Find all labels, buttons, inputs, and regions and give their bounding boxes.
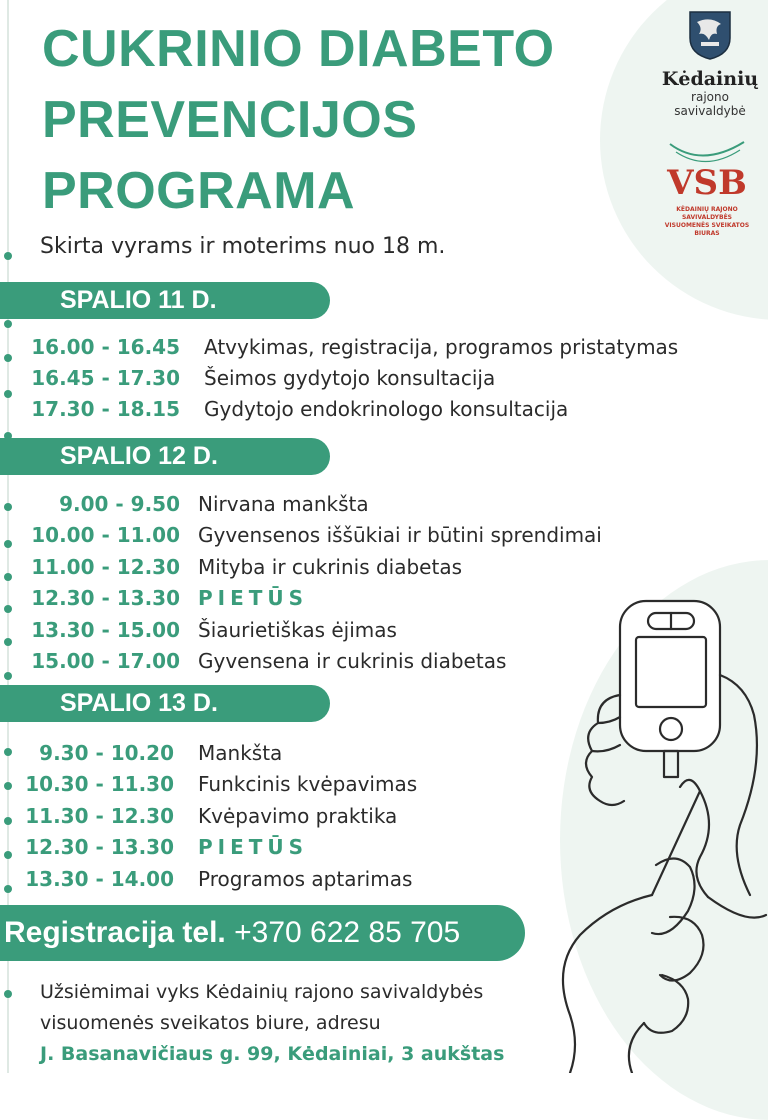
vsb-letters: VSB xyxy=(667,163,747,202)
schedule-activity: Šiaurietiškas ėjimas xyxy=(198,618,397,642)
schedule-row xyxy=(0,552,180,582)
title-line: PREVENCIJOS xyxy=(42,91,418,149)
schedule-time: 9.00 - 9.50 xyxy=(59,492,180,516)
schedule-time: 17.30 - 18.15 xyxy=(31,397,180,421)
municipality-name: Kėdainių xyxy=(661,68,759,90)
schedule-time: 16.45 - 17.30 xyxy=(31,366,180,390)
municipality-sub: rajono savivaldybė xyxy=(674,90,746,118)
glucometer-hand-illustration xyxy=(540,595,768,1073)
schedule-row xyxy=(0,394,180,424)
schedule-activity: Funkcinis kvėpavimas xyxy=(198,772,418,796)
schedule-time: 16.00 - 16.45 xyxy=(31,335,180,359)
page-title xyxy=(42,14,555,227)
schedule-row xyxy=(0,615,180,645)
subtitle: Skirta vyrams ir moterims nuo 18 m. xyxy=(40,234,446,259)
schedule-row xyxy=(0,832,174,862)
timeline-dot xyxy=(4,320,12,328)
schedule-activity: Gyvensena ir cukrinis diabetas xyxy=(198,649,507,673)
footer-line: visuomenės sveikatos biure, adresu xyxy=(40,1012,381,1034)
registration-label: Registracija tel. xyxy=(4,916,226,949)
vsb-logo xyxy=(652,138,762,238)
schedule-time: 15.00 - 17.00 xyxy=(31,649,180,673)
schedule-time: 12.30 - 13.30 xyxy=(25,835,174,859)
schedule-row xyxy=(0,864,174,894)
title-line: CUKRINIO DIABETO xyxy=(42,20,555,78)
schedule-activity: Gydytojo endokrinologo konsultacija xyxy=(204,397,569,421)
schedule-activity: Programos aptarimas xyxy=(198,867,413,891)
schedule-activity: Gyvensenos iššūkiai ir būtini sprendimai xyxy=(198,523,602,547)
schedule-activity: Mityba ir cukrinis diabetas xyxy=(198,555,463,579)
coat-of-arms-icon xyxy=(687,10,733,60)
footer-line: Užsiėmimai vyks Kėdainių rajono savivaldybės xyxy=(40,981,484,1003)
footer-info xyxy=(40,977,504,1070)
vsb-caption: VISUOMENĖS SVEIKATOS BIURAS xyxy=(664,222,750,237)
schedule-time: 13.30 - 14.00 xyxy=(25,867,174,891)
registration-phone[interactable]: +370 622 85 705 xyxy=(234,916,461,949)
schedule-row xyxy=(0,738,174,768)
schedule-row xyxy=(0,332,180,362)
registration-banner xyxy=(0,905,525,961)
schedule-row xyxy=(0,801,174,831)
schedule-row xyxy=(0,489,180,519)
day-header-2: SPALIO 12 D. xyxy=(0,438,330,475)
municipality-logo xyxy=(660,10,760,118)
schedule-activity: Kvėpavimo praktika xyxy=(198,804,398,828)
schedule-time: 11.30 - 12.30 xyxy=(25,804,174,828)
vsb-emblem-icon xyxy=(662,138,752,202)
title-line: PROGRAMA xyxy=(42,162,356,220)
day-header-1: SPALIO 11 D. xyxy=(0,282,330,319)
schedule-activity: Šeimos gydytojo konsultacija xyxy=(204,366,496,390)
schedule-row xyxy=(0,646,180,676)
schedule-activity: Mankšta xyxy=(198,741,283,765)
schedule-row xyxy=(0,520,180,550)
day-header-3: SPALIO 13 D. xyxy=(0,685,330,722)
schedule-time: 13.30 - 15.00 xyxy=(31,618,180,642)
schedule-activity-lunch: PIETŪS xyxy=(198,835,309,859)
schedule-activity-lunch: PIETŪS xyxy=(198,586,309,610)
schedule-row xyxy=(0,363,180,393)
schedule-row xyxy=(0,769,174,799)
vsb-caption: KĖDAINIŲ RAJONO SAVIVALDYBĖS xyxy=(676,206,738,221)
timeline-dot xyxy=(4,252,12,260)
schedule-time: 11.00 - 12.30 xyxy=(31,555,180,579)
schedule-time: 12.30 - 13.30 xyxy=(31,586,180,610)
schedule-row xyxy=(0,583,180,613)
timeline-dot xyxy=(4,990,12,998)
schedule-time: 10.30 - 11.30 xyxy=(25,772,174,796)
schedule-time: 10.00 - 11.00 xyxy=(31,523,180,547)
footer-address: J. Basanavičiaus g. 99, Kėdainiai, 3 aukštas xyxy=(40,1043,505,1065)
schedule-activity: Nirvana mankšta xyxy=(198,492,369,516)
schedule-time: 9.30 - 10.20 xyxy=(39,741,174,765)
schedule-activity: Atvykimas, registracija, programos pristatymas xyxy=(204,335,679,359)
